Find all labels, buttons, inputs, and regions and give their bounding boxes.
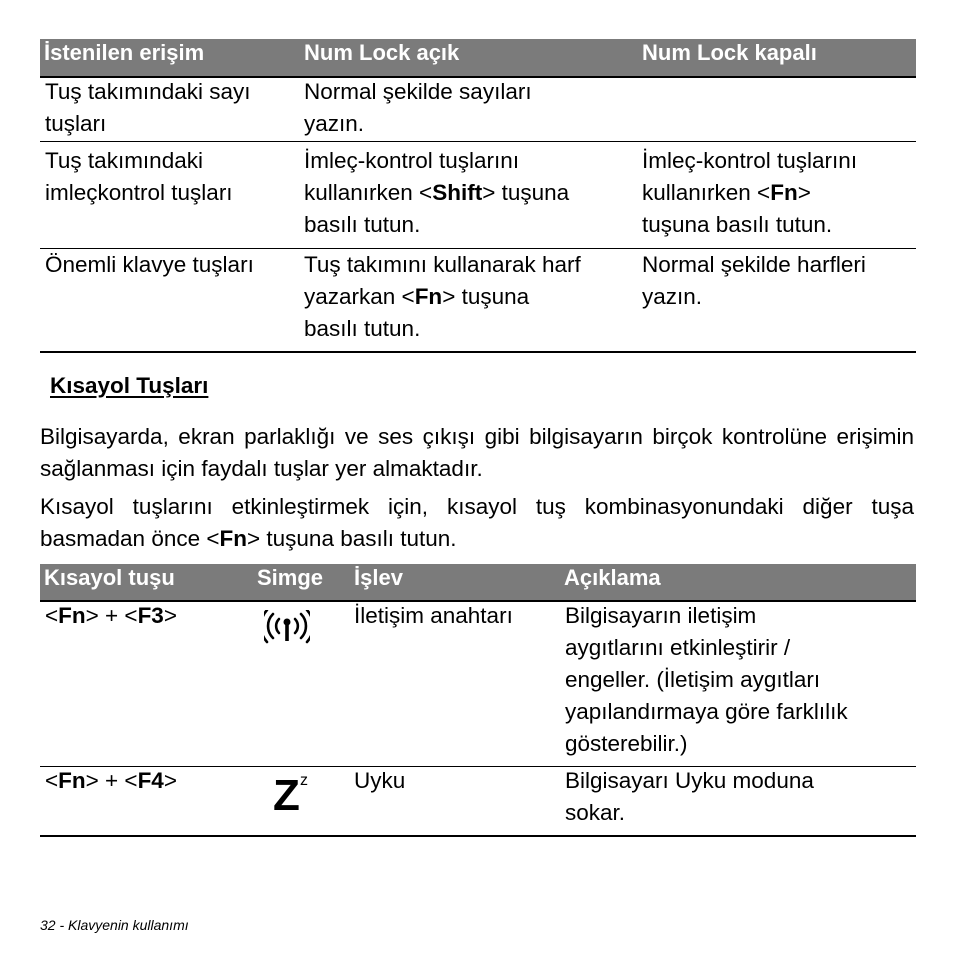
instruction-paragraph: Kısayol tuşlarını etkinleştirmek için, kısayol tuş kombinasyonundaki diğer tuşa basmadan önce <Fn> tuşuna basılı tutun. [40, 494, 914, 551]
description-communication-switch: Bilgisayarın iletişim aygıtlarını etkinleştirir / engeller. (İletişim aygıtları yapılandırmaya göre farklılık gösterebilir.) [565, 603, 848, 756]
table1-header-numlock-off: Num Lock kapalı [642, 40, 817, 65]
description-sleep: Bilgisayarı Uyku moduna sokar. [565, 768, 814, 825]
wireless-communication-icon [264, 610, 310, 644]
table2-header [40, 564, 916, 602]
table1-row2-col3: İmleç-kontrol tuşlarını kullanırken <Fn> tuşuna basılı tutun. [642, 148, 858, 237]
hotkey-fn-f3: <Fn> + <F3> [45, 603, 177, 628]
table2-header-description: Açıklama [564, 565, 661, 590]
table1-row2-col1: Tuş takımındaki imleçkontrol tuşları [45, 148, 233, 205]
fn-key-label: Fn [770, 180, 798, 205]
fn-key-label: Fn [219, 526, 248, 551]
page-footer: 32 - Klavyenin kullanımı [40, 917, 189, 933]
section-title: Kısayol Tuşları [50, 373, 209, 398]
table2-bottom-rule [40, 835, 916, 837]
table1-header [40, 39, 916, 78]
function-sleep: Uyku [354, 768, 406, 793]
table1-row2-col2: İmleç-kontrol tuşlarını kullanırken <Shift> tuşuna basılı tutun. [304, 148, 570, 237]
shift-key-label: Shift [432, 180, 483, 205]
sleep-icon-small-z: z [300, 772, 308, 789]
sleep-zz-icon [273, 772, 323, 822]
table1-row1-col1: Tuş takımındaki sayı tuşları [45, 79, 251, 136]
sleep-icon-big-z: Z [273, 771, 300, 820]
table2-header-function: İşlev [354, 565, 403, 590]
table1-row-divider [40, 141, 916, 142]
table2-header-hotkey: Kısayol tuşu [44, 565, 175, 590]
table1-bottom-rule [40, 351, 916, 353]
table1-header-numlock-on: Num Lock açık [304, 40, 460, 65]
function-communication-switch: İletişim anahtarı [354, 603, 513, 628]
intro-paragraph: Bilgisayarda, ekran parlaklığı ve ses çıkışı gibi bilgisayarın birçok kontrolüne erişimin sağlanması için faydalı tuşlar yer almaktadır. [40, 424, 914, 481]
table1-row3-col1: Önemli klavye tuşları [45, 252, 254, 277]
table2-header-icon: Simge [257, 565, 324, 590]
table1-header-access: İstenilen erişim [44, 40, 205, 65]
table1-row3-col3: Normal şekilde harfleri yazın. [642, 252, 866, 309]
hotkey-fn-f4: <Fn> + <F4> [45, 768, 177, 793]
table1-row3-col2: Tuş takımını kullanarak harf yazarkan <Fn> tuşuna basılı tutun. [304, 252, 581, 341]
fn-key-label: Fn [414, 284, 443, 309]
table1-row1-col2: Normal şekilde sayıları yazın. [304, 79, 532, 136]
